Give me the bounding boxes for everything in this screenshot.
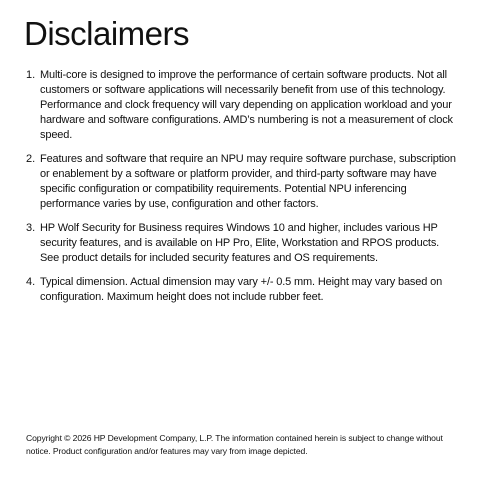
- disclaimer-number: 3.: [26, 222, 36, 234]
- disclaimer-number: 1.: [26, 69, 36, 81]
- disclaimer-item-4: [26, 275, 456, 305]
- disclaimer-number: 4.: [26, 276, 36, 288]
- disclaimer-number: 2.: [26, 153, 36, 165]
- disclaimer-text: Typical dimension. Actual dimension may vary +/- 0.5 mm. Height may vary based on configuration. Maximum height does not include rubber feet.: [40, 276, 443, 303]
- disclaimer-text: HP Wolf Security for Business requires Windows 10 and higher, includes various HP security features, and is available on HP Pro, Elite, Workstation and RPOS products. See product details for included security features and OS requirements.: [40, 222, 440, 264]
- copyright-footer: Copyright © 2026 HP Development Company, L.P. The information contained herein is subject to change without notice. Product configuration and/or features may vary from image depicted.: [26, 433, 443, 456]
- disclaimer-list: [26, 68, 456, 314]
- disclaimer-item-3: [26, 221, 456, 266]
- page-title: Disclaimers: [24, 15, 190, 52]
- disclaimer-item-2: [26, 152, 456, 212]
- disclaimer-item-1: [26, 68, 456, 143]
- disclaimer-text: Features and software that require an NPU may require software purchase, subscription or enablement by a software or platform provider, and third-party software may have specific configuration or compatibility requirements. Potential NPU inferencing performance varies by use, configuration and other factors.: [40, 153, 456, 210]
- disclaimer-text: Multi-core is designed to improve the performance of certain software products. Not all customers or software applications will necessarily benefit from use of this technology. Performance and clock frequency will vary depending on application workload and your hardware and software configurations. AMD’s numbering is not a measurement of clock speed.: [40, 69, 453, 141]
